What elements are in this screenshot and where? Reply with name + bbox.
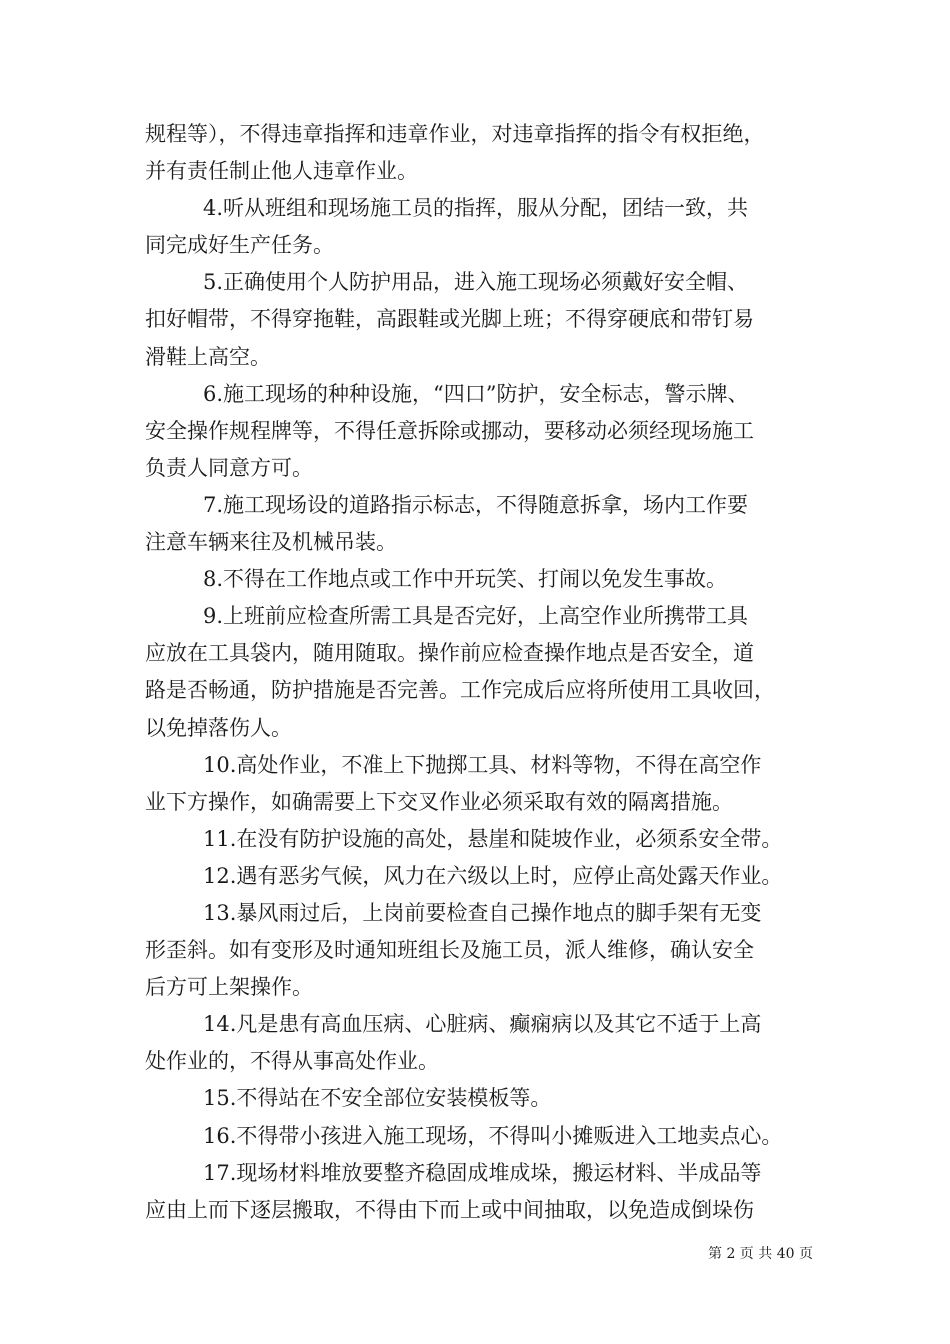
text-line: 负责人同意方可。 [145,455,313,480]
text-line: 处作业的，不得从事高处作业。 [145,1049,439,1074]
text-line: 9.上班前应检查所需工具是否完好，上高空作业所携带工具 [203,604,749,629]
text-line: 14.凡是患有高血压病、心脏病、癫痫病以及其它不适于上高 [203,1012,762,1037]
text-line: 规程等），不得违章指挥和违章作业，对违章指挥的指令有权拒绝， [145,122,765,146]
text-line: 12.遇有恶劣气候，风力在六级以上时，应停止高处露天作业。 [203,863,783,888]
text-line: 安全操作规程牌等，不得任意拆除或挪动，要移动必须经现场施工 [145,418,754,443]
text-line: 应由上而下逐层搬取，不得由下而上或中间抽取，以免造成倒垛伤 [145,1197,754,1222]
text-line: 15.不得站在不安全部位安装模板等。 [203,1086,552,1111]
page-footer: 第 2 页 共 40 页 [708,1246,813,1262]
text-line: 以免掉落伤人。 [145,715,292,740]
text-line: 注意车辆来往及机械吊装。 [145,530,397,555]
text-line: 7.施工现场设的道路指示标志，不得随意拆拿，场内工作要 [203,492,749,517]
text-line: 后方可上架操作。 [145,975,313,1000]
text-line: 同完成好生产任务。 [145,233,334,258]
text-line: 应放在工具袋内，随用随取。操作前应检查操作地点是否安全，道 [145,641,754,666]
text-line: 5.正确使用个人防护用品，进入施工现场必须戴好安全帽、 [203,270,749,295]
text-line: 8.不得在工作地点或工作中开玩笑、打闹以免发生事故。 [203,567,728,592]
text-line: 业下方操作，如确需要上下交叉作业必须采取有效的隔离措施。 [145,789,733,814]
text-line: 6.施工现场的种种设施，“四口”防护，安全标志，警示牌、 [203,381,749,406]
text-line: 滑鞋上高空。 [145,344,271,369]
text-line: 16.不得带小孩进入施工现场，不得叫小摊贩进入工地卖点心。 [203,1123,783,1148]
text-line: 扣好帽带，不得穿拖鞋，高跟鞋或光脚上班；不得穿硬底和带钉易 [145,307,754,332]
body-text [145,116,835,1229]
text-line: 17.现场材料堆放要整齐稳固成堆成垛，搬运材料、半成品等 [203,1160,762,1185]
text-line: 10.高处作业，不准上下抛掷工具、材料等物，不得在高空作 [203,752,762,777]
text-line: 4.听从班组和现场施工员的指挥，服从分配，团结一致，共 [203,196,749,221]
text-line: 11.在没有防护设施的高处，悬崖和陡坡作业，必须系安全带。 [203,826,783,851]
text-line: 路是否畅通，防护措施是否完善。工作完成后应将所使用工具收回， [145,678,775,703]
text-line: 13.暴风雨过后，上岗前要检查自己操作地点的脚手架有无变 [203,900,762,925]
text-line: 并有责任制止他人违章作业。 [145,159,418,184]
text-line: 形歪斜。如有变形及时通知班组长及施工员，派人维修，确认安全 [145,938,754,963]
